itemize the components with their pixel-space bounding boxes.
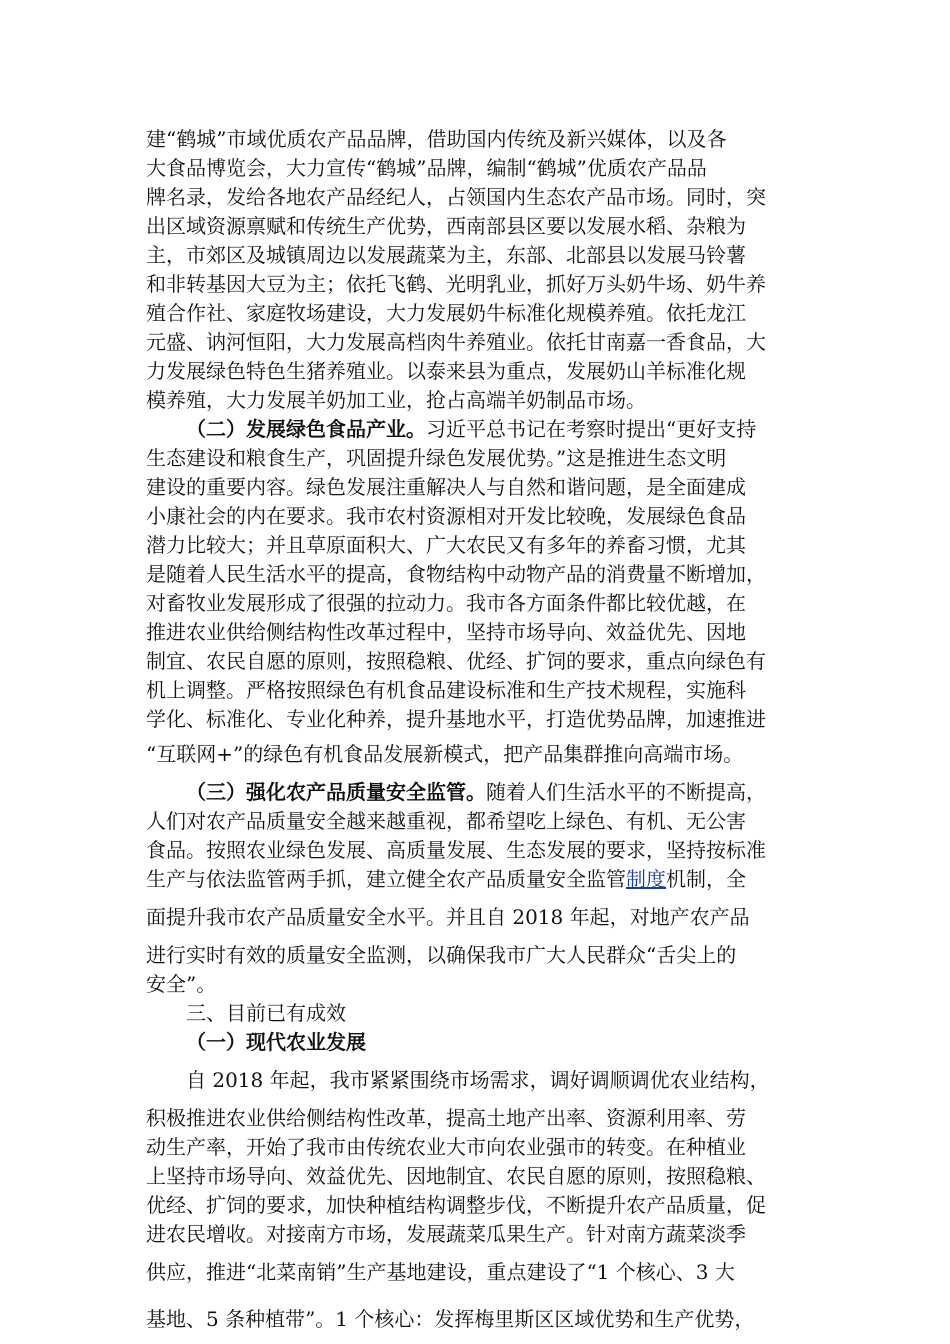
paragraph-line: “互联网+”的绿色有机食品发展新模式，把产品集群推向高端市场。 (146, 742, 744, 766)
paragraph-line: 学化、标准化、专业化种养，提升基地水平，打造优势品牌，加速推进 (146, 707, 766, 731)
paragraph-line: 人们对农产品质量安全越来越重视，都希望吃上绿色、有机、无公害 (146, 809, 746, 833)
subsection-title: （一）现代农业发展 (186, 1030, 366, 1054)
paragraph-line: 制宜、农民自愿的原则，按照稳粮、优经、扩饲的要求，重点向绿色有 (146, 649, 766, 673)
paragraph-line: 大食品博览会，大力宣传“鹤城”品牌，编制“鹤城”优质农产品品 (146, 156, 707, 180)
section-heading: （三）强化农产品质量安全监管。 (186, 780, 486, 804)
paragraph-line: 模养殖，大力发展羊奶加工业，抢占高端羊奶制品市场。 (146, 388, 646, 412)
paragraph-line (146, 863, 746, 892)
paragraph-line: 安全”。 (146, 972, 217, 996)
paragraph-line: 殖合作社、家庭牧场建设，大力发展奶牛标准化规模养殖。依托龙江 (146, 301, 746, 325)
paragraph-line: 机上调整。严格按照绿色有机食品建设标准和生产技术规程，实施科 (146, 678, 746, 702)
paragraph-line: 生态建设和粮食生产，巩固提升绿色发展优势。”这是推进生态文明 (146, 446, 727, 470)
paragraph-line: 基地、5 条种植带”。1 个核心：发挥梅里斯区区域优势和生产优势， (146, 1307, 755, 1331)
paragraph-line: 和非转基因大豆为主；依托飞鹤、光明乳业，抓好万头奶牛场、奶牛养 (146, 272, 766, 296)
paragraph-line: 进农民增收。对接南方市场，发展蔬菜瓜果生产。针对南方蔬菜淡季 (146, 1222, 746, 1246)
paragraph-line: 建“鹤城”市域优质农产品品牌，借助国内传统及新兴媒体，以及各 (146, 127, 727, 151)
paragraph-line: 上坚持市场导向、效益优先、因地制宜、农民自愿的原则，按照稳粮、 (146, 1164, 766, 1188)
paragraph-text: 随着人们生活水平的不断提高， (486, 780, 766, 804)
paragraph-first-line (186, 413, 756, 442)
paragraph-text: 习近平总书记在考察时提出“更好支持 (426, 417, 757, 441)
paragraph-line: 优经、扩饲的要求，加快种植结构调整步伐，不断提升农产品质量，促 (146, 1193, 766, 1217)
paragraph-line: 力发展绿色特色生猪养殖业。以泰来县为重点，发展奶山羊标准化规 (146, 359, 746, 383)
paragraph-line: 是随着人民生活水平的提高，食物结构中动物产品的消费量不断增加， (146, 562, 766, 586)
paragraph-text: 机制，全 (666, 867, 746, 891)
paragraph-line: 进行实时有效的质量安全监测，以确保我市广大人民群众“舌尖上的 (146, 943, 737, 967)
paragraph-line: 食品。按照农业绿色发展、高质量发展、生态发展的要求，坚持按标准 (146, 838, 766, 862)
paragraph-line: 供应，推进“北菜南销”生产基地建设，重点建设了“1 个核心、3 大 (146, 1260, 735, 1284)
paragraph-line: 动生产率，开始了我市由传统农业大市向农业强市的转变。在种植业 (146, 1135, 746, 1159)
section-title: 三、目前已有成效 (186, 1001, 346, 1025)
paragraph-line: 推进农业供给侧结构性改革过程中，坚持市场导向、效益优先、因地 (146, 620, 746, 644)
paragraph-line: 对畜牧业发展形成了很强的拉动力。我市各方面条件都比较优越，在 (146, 591, 746, 615)
paragraph-text: 生产与依法监管两手抓，建立健全农产品质量安全监管 (146, 867, 626, 891)
paragraph-line: 积极推进农业供给侧结构性改革，提高土地产出率、资源利用率、劳 (146, 1106, 746, 1130)
paragraph-line: 建设的重要内容。绿色发展注重解决人与自然和谐问题，是全面建成 (146, 475, 746, 499)
paragraph-first-line (186, 776, 766, 805)
zhidu-link[interactable]: 制度 (626, 867, 666, 891)
paragraph-line: 潜力比较大；并且草原面积大、广大农民又有多年的养畜习惯，尤其 (146, 533, 746, 557)
paragraph-line: 牌名录，发给各地农产品经纪人，占领国内生态农产品市场。同时，突 (146, 185, 766, 209)
paragraph-line: 出区域资源禀赋和传统生产优势，西南部县区要以发展水稻、杂粮为 (146, 214, 746, 238)
paragraph-line: 面提升我市农产品质量安全水平。并且自 2018 年起，对地产农产品 (146, 905, 750, 929)
paragraph-line: 元盛、讷河恒阳，大力发展高档肉牛养殖业。依托甘南嘉一香食品，大 (146, 330, 766, 354)
paragraph-line: 主，市郊区及城镇周边以发展蔬菜为主，东部、北部县以发展马铃薯 (146, 243, 746, 267)
paragraph-first-line: 自 2018 年起，我市紧紧围绕市场需求，调好调顺调优农业结构， (186, 1068, 770, 1092)
section-heading: （二）发展绿色食品产业。 (186, 417, 426, 441)
paragraph-line: 小康社会的内在要求。我市农村资源相对开发比较晚，发展绿色食品 (146, 504, 746, 528)
